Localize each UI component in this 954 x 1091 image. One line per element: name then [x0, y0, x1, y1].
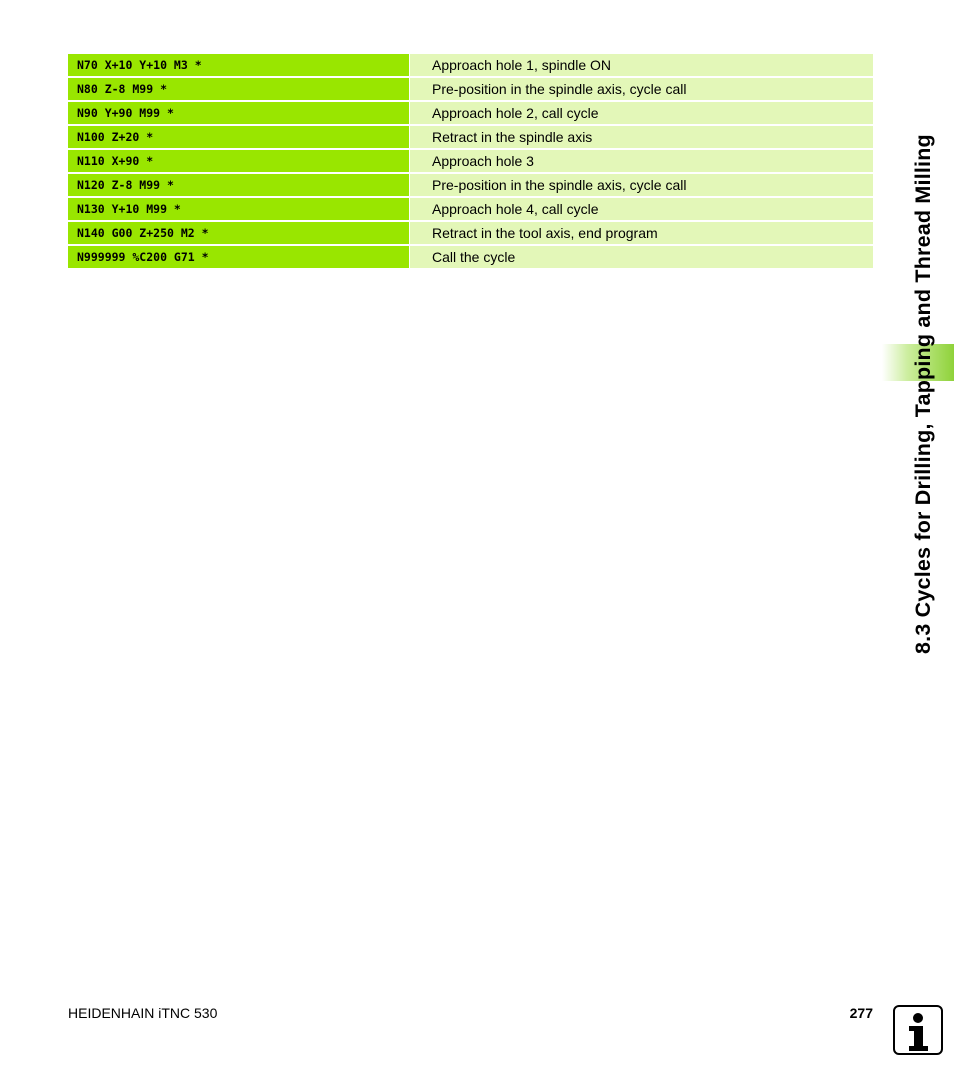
description-cell: Call the cycle — [410, 246, 873, 268]
table-row — [68, 222, 873, 244]
description-cell: Retract in the tool axis, end program — [410, 222, 873, 244]
nc-code-cell: N130 Y+10 M99 * — [68, 198, 409, 220]
description-cell: Pre-position in the spindle axis, cycle call — [410, 78, 873, 100]
table-row — [68, 174, 873, 196]
nc-code-cell: N110 X+90 * — [68, 150, 409, 172]
description-cell: Retract in the spindle axis — [410, 126, 873, 148]
description-cell: Approach hole 4, call cycle — [410, 198, 873, 220]
nc-code-cell: N70 X+10 Y+10 M3 * — [68, 54, 409, 76]
table-row — [68, 198, 873, 220]
description-cell: Pre-position in the spindle axis, cycle call — [410, 174, 873, 196]
table-row — [68, 54, 873, 76]
page-number: 277 — [849, 1005, 873, 1021]
table-row — [68, 246, 873, 268]
footer-manual-name: HEIDENHAIN iTNC 530 — [68, 1005, 218, 1021]
description-cell: Approach hole 3 — [410, 150, 873, 172]
nc-code-cell: N80 Z-8 M99 * — [68, 78, 409, 100]
table-row — [68, 78, 873, 100]
program-listing-table — [68, 54, 873, 270]
nc-code-cell: N999999 %C200 G71 * — [68, 246, 409, 268]
nc-code-cell: N120 Z-8 M99 * — [68, 174, 409, 196]
table-row — [68, 102, 873, 124]
description-cell: Approach hole 1, spindle ON — [410, 54, 873, 76]
section-title: 8.3 Cycles for Drilling, Tapping and Thread Milling — [911, 134, 935, 654]
nc-code-cell: N140 G00 Z+250 M2 * — [68, 222, 409, 244]
nc-code-cell: N90 Y+90 M99 * — [68, 102, 409, 124]
table-row — [68, 126, 873, 148]
info-icon — [893, 1005, 943, 1055]
table-row — [68, 150, 873, 172]
nc-code-cell: N100 Z+20 * — [68, 126, 409, 148]
description-cell: Approach hole 2, call cycle — [410, 102, 873, 124]
